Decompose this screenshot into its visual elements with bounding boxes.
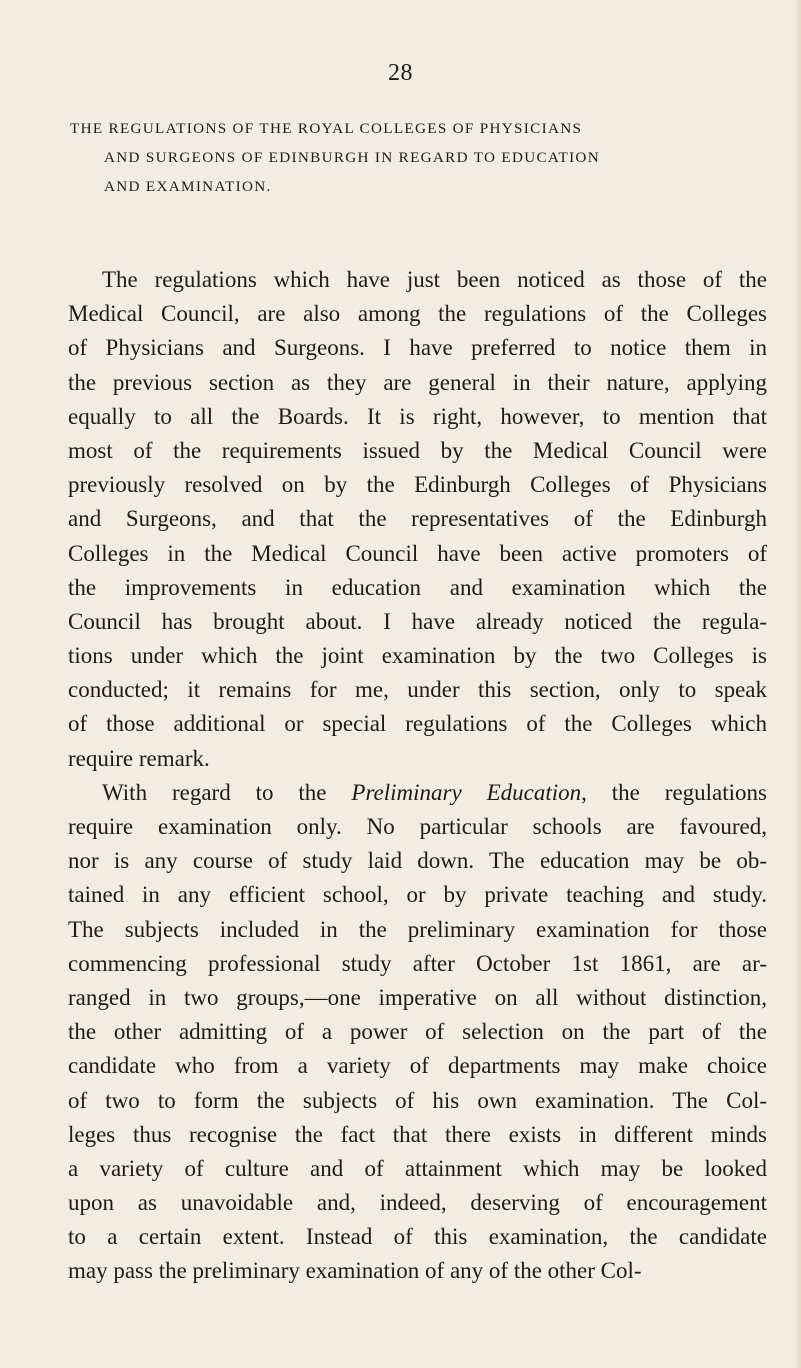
text-line: The subjects included in the preliminary examination for those <box>68 916 767 942</box>
text-line: and Surgeons, and that the representatives of the Edinburgh <box>68 506 767 532</box>
text-line: tained in any efficient school, or by private teaching and study. <box>68 882 767 908</box>
paragraph-2-first-line <box>68 776 767 810</box>
text-line: commencing professional study after October 1st 1861, are ar- <box>68 950 767 976</box>
page-number: 28 <box>388 60 413 86</box>
para2-lead: With regard to the <box>102 779 352 805</box>
text-line: the other admitting of a power of selection on the part of the <box>68 1019 767 1045</box>
text-line: Medical Council, are also among the regulations of the Colleges <box>68 301 767 327</box>
text-line: a variety of culture and of attainment which may be looked <box>68 1155 767 1181</box>
text-line: may pass the preliminary examination of any of the other Col- <box>68 1258 642 1284</box>
heading-line: AND SURGEONS OF EDINBURGH IN REGARD TO EDUCATION <box>104 149 600 166</box>
text-line: require remark. <box>68 745 210 771</box>
text-line: ranged in two groups,—one imperative on all without distinction, <box>68 984 767 1010</box>
text-line: Colleges in the Medical Council have been active promoters of <box>68 540 767 566</box>
body-text <box>68 263 767 1289</box>
page-edge-shadow <box>795 0 801 1368</box>
text-line: previously resolved on by the Edinburgh Colleges of Physicians <box>68 472 767 498</box>
heading-line: AND EXAMINATION. <box>104 178 272 195</box>
text-line: conducted; it remains for me, under this section, only to speak <box>68 677 767 703</box>
text-line: of two to form the subjects of his own examination. The Col- <box>68 1087 767 1113</box>
text-line: require examination only. No particular schools are favoured, <box>68 814 767 839</box>
text-line: equally to all the Boards. It is right, however, to mention that <box>68 403 767 429</box>
text-line: The regulations which have just been noticed as those of the <box>102 267 767 292</box>
para2-after: , the regulations <box>581 779 767 805</box>
text-line: candidate who from a variety of departments may make choice <box>68 1053 767 1079</box>
text-line: leges thus recognise the fact that there exists in different minds <box>68 1121 767 1147</box>
text-line: nor is any course of study laid down. The education may be ob- <box>68 848 767 874</box>
text-line: Council has brought about. I have already noticed the regula- <box>68 608 767 634</box>
text-line: to a certain extent. Instead of this examination, the candidate <box>68 1224 767 1250</box>
text-line: the improvements in education and examination which the <box>68 574 767 600</box>
text-line: of Physicians and Surgeons. I have preferred to notice them in <box>68 335 767 361</box>
text-line: upon as unavoidable and, indeed, deserving of encouragement <box>68 1190 767 1216</box>
text-line: most of the requirements issued by the Medical Council were <box>68 437 767 463</box>
text-line: tions under which the joint examination by the two Colleges is <box>68 643 767 669</box>
text-line: of those additional or special regulations of the Colleges which <box>68 711 767 737</box>
para2-italic-phrase: Preliminary Education <box>351 779 582 805</box>
heading-line: THE REGULATIONS OF THE ROYAL COLLEGES OF PHYSICIANS <box>70 120 583 137</box>
section-heading <box>70 114 760 201</box>
text-line: the previous section as they are general in their nature, applying <box>68 369 767 395</box>
